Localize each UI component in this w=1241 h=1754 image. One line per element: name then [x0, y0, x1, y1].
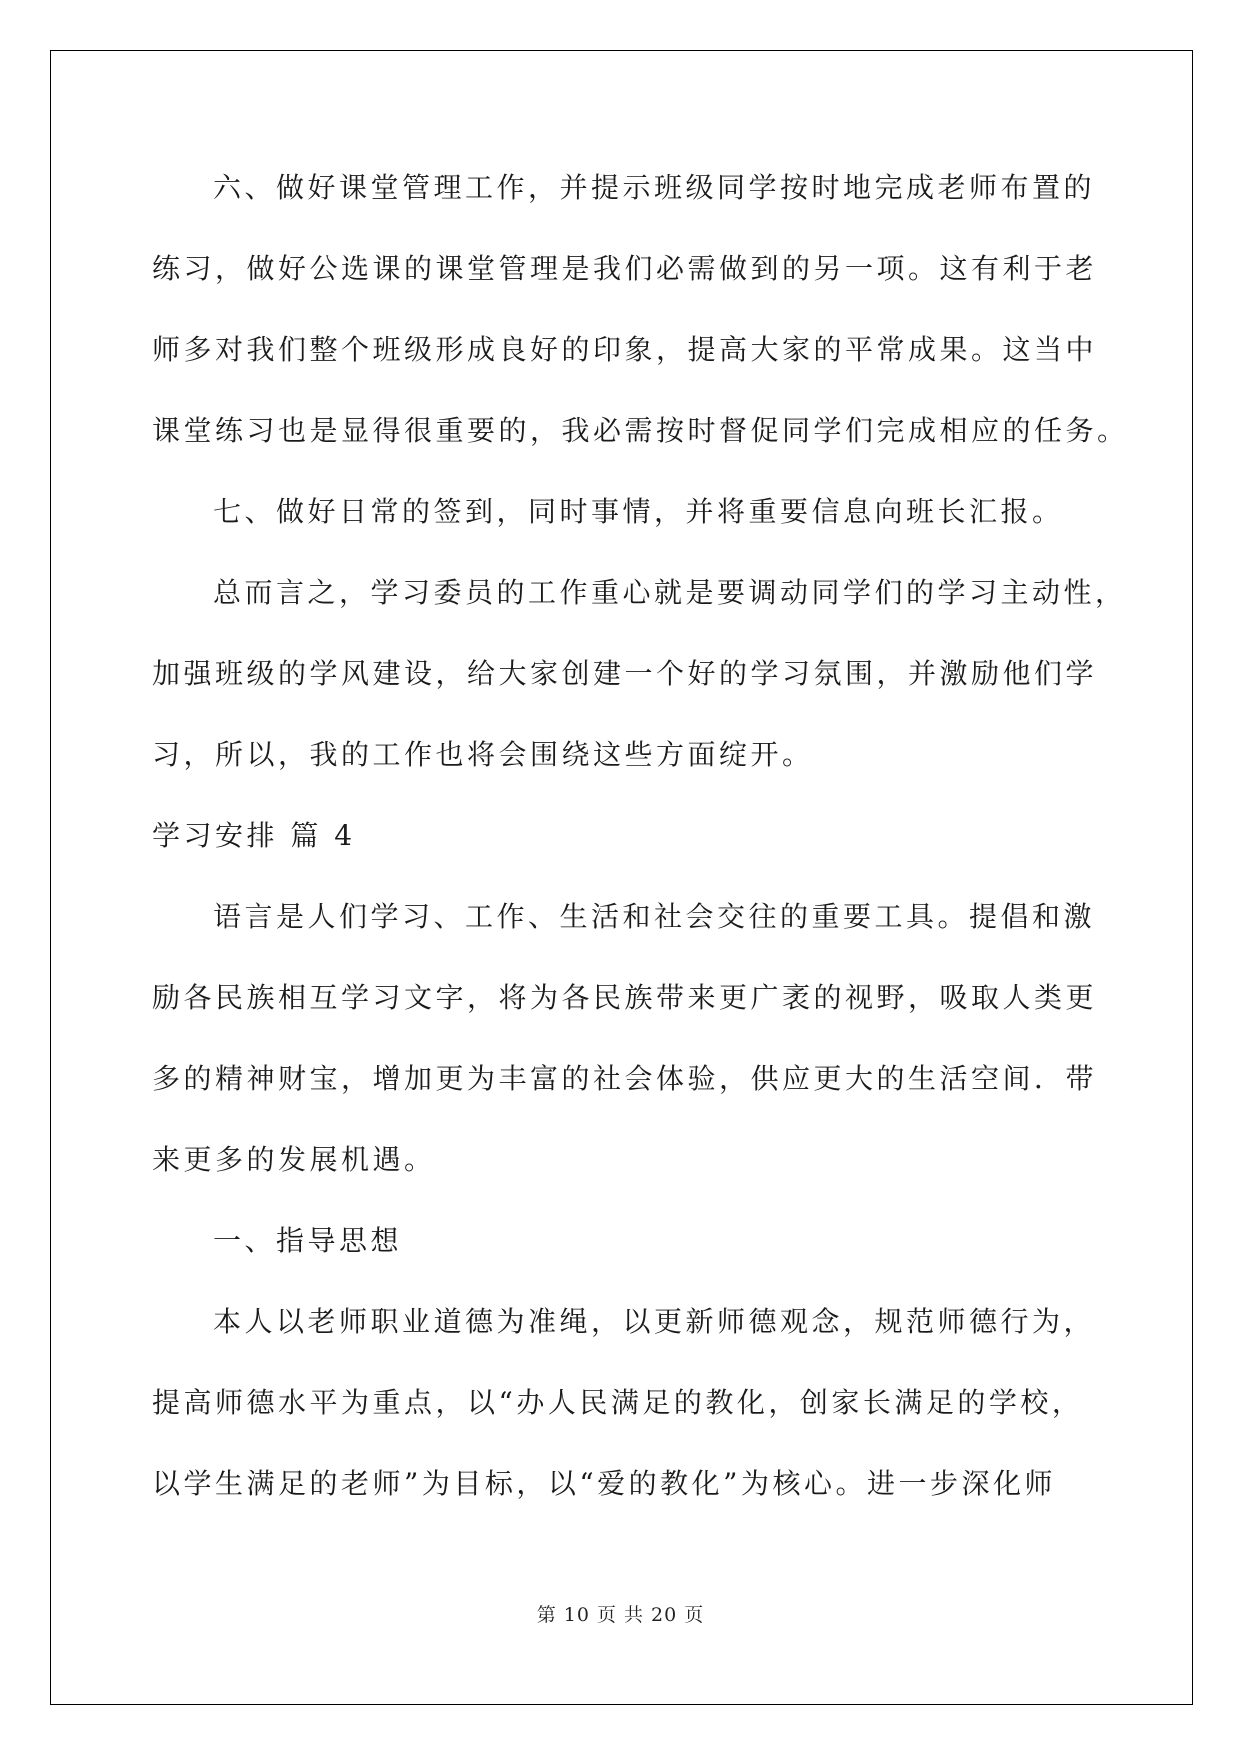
paragraph-line: 六、做好课堂管理工作，并提示班级同学按时地完成老师布置的 [213, 171, 1096, 204]
paragraph-line: 总而言之，学习委员的工作重心就是要调动同学们的学习主动性， [213, 576, 1127, 609]
paragraph-line: 师多对我们整个班级形成良好的印象，提高大家的平常成果。这当中 [152, 333, 1098, 366]
section-heading: 学习安排 篇 4 [152, 819, 356, 852]
paragraph-line: 习，所以，我的工作也将会围绕这些方面绽开。 [152, 738, 814, 771]
paragraph-line: 课堂练习也是显得很重要的，我必需按时督促同学们完成相应的任务。 [152, 414, 1129, 447]
paragraph-line: 以学生满足的老师”为目标，以“爱的教化”为核心。进一步深化师 [152, 1467, 1056, 1500]
subsection-heading: 一、指导思想 [213, 1224, 403, 1257]
paragraph-line: 提高师德水平为重点，以“办人民满足的教化，创家长满足的学校， [152, 1386, 1084, 1419]
paragraph-line: 多的精神财宝，增加更为丰富的社会体验，供应更大的生活空间．带 [152, 1062, 1098, 1095]
paragraph-line: 七、做好日常的签到，同时事情，并将重要信息向班长汇报。 [213, 495, 1064, 528]
page-border [50, 50, 1193, 1705]
paragraph-line: 练习，做好公选课的课堂管理是我们必需做到的另一项。这有利于老 [152, 252, 1098, 285]
paragraph-line: 语言是人们学习、工作、生活和社会交往的重要工具。提倡和激 [213, 900, 1096, 933]
page-number-footer: 第 10 页 共 20 页 [536, 1604, 705, 1626]
paragraph-line: 来更多的发展机遇。 [152, 1143, 436, 1176]
paragraph-line: 励各民族相互学习文字，将为各民族带来更广袤的视野，吸取人类更 [152, 981, 1098, 1014]
paragraph-line: 加强班级的学风建设，给大家创建一个好的学习氛围，并激励他们学 [152, 657, 1098, 690]
paragraph-line: 本人以老师职业道德为准绳，以更新师德观念，规范师德行为， [213, 1305, 1096, 1338]
